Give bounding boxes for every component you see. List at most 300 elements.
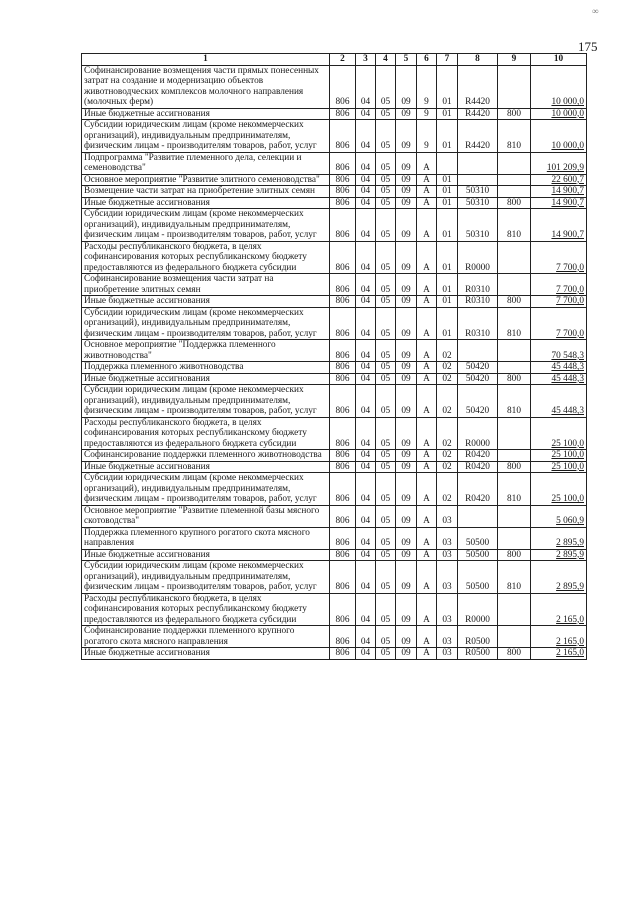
row-name: Основное мероприятие "Поддержка племенного животноводства"	[82, 340, 330, 362]
row-name: Иные бюджетные ассигнования	[82, 296, 330, 308]
table-row	[82, 648, 587, 660]
amount-value: 2 165,0	[556, 614, 584, 625]
code-expense-type	[498, 152, 531, 174]
table-row	[82, 505, 587, 527]
code-subprogram: А	[417, 362, 437, 374]
code-expense-type	[498, 626, 531, 648]
table-row	[82, 473, 587, 506]
row-name: Софинансирование поддержки племенного животноводства	[82, 450, 330, 462]
amount-value: 7 700,0	[556, 328, 584, 339]
amount-value: 101 209,9	[546, 163, 584, 173]
code-measure: 03	[437, 648, 458, 660]
code-measure	[437, 152, 458, 174]
code-program: 09	[396, 174, 417, 186]
header-row	[82, 54, 587, 66]
code-section: 04	[356, 505, 376, 527]
amount	[531, 340, 587, 362]
table-row	[82, 65, 587, 108]
code-section: 04	[356, 65, 376, 108]
code-direction: R4420	[458, 120, 498, 153]
code-subprogram: А	[417, 274, 437, 296]
amount-value: 7 700,0	[556, 262, 584, 273]
row-name: Поддержка племенного животноводства	[82, 362, 330, 374]
budget-table	[81, 53, 587, 660]
corner-mark: ∞	[592, 6, 599, 16]
code-admin: 806	[330, 274, 356, 296]
code-subsection: 05	[376, 120, 396, 153]
row-name: Субсидии юридическим лицам (кроме некоммерческих организаций), индивидуальным предпринимателям, физическим лицам - производителям товаров, работ, услуг	[82, 120, 330, 153]
code-expense-type	[498, 527, 531, 549]
code-admin: 806	[330, 373, 356, 385]
code-program: 09	[396, 417, 417, 450]
code-subprogram: А	[417, 461, 437, 473]
code-direction: R0000	[458, 417, 498, 450]
code-subprogram: А	[417, 648, 437, 660]
amount	[531, 450, 587, 462]
row-name: Возмещение части затрат на приобретение элитных семян	[82, 186, 330, 198]
code-subprogram: 9	[417, 65, 437, 108]
code-admin: 806	[330, 593, 356, 626]
code-subprogram: А	[417, 209, 437, 242]
code-measure: 01	[437, 274, 458, 296]
code-expense-type	[498, 505, 531, 527]
code-expense-type	[498, 362, 531, 374]
code-admin: 806	[330, 362, 356, 374]
row-name: Поддержка племенного крупного рогатого скота мясного направления	[82, 527, 330, 549]
code-subprogram: А	[417, 385, 437, 418]
row-name: Иные бюджетные ассигнования	[82, 108, 330, 120]
amount-value: 25 100,0	[551, 438, 584, 449]
code-admin: 806	[330, 197, 356, 209]
table-row	[82, 373, 587, 385]
amount-value: 70 548,3	[551, 350, 584, 361]
table-row	[82, 120, 587, 153]
code-section: 04	[356, 373, 376, 385]
header-cell: 5	[396, 54, 417, 66]
amount	[531, 527, 587, 549]
amount-value: 25 100,0	[551, 494, 584, 504]
code-program: 09	[396, 152, 417, 174]
code-admin: 806	[330, 65, 356, 108]
amount-value: 45 448,3	[551, 362, 584, 372]
code-subsection: 05	[376, 274, 396, 296]
code-program: 09	[396, 648, 417, 660]
amount	[531, 296, 587, 308]
table-row	[82, 527, 587, 549]
code-admin: 806	[330, 417, 356, 450]
code-program: 09	[396, 120, 417, 153]
amount-value: 25 100,0	[551, 461, 584, 472]
amount	[531, 186, 587, 198]
table-row	[82, 209, 587, 242]
code-expense-type	[498, 274, 531, 296]
row-name: Субсидии юридическим лицам (кроме некоммерческих организаций), индивидуальным предпринимателям, физическим лицам - производителям товаров, работ, услуг	[82, 209, 330, 242]
header-cell: 2	[330, 54, 356, 66]
code-subprogram: А	[417, 241, 437, 274]
code-section: 04	[356, 417, 376, 450]
code-section: 04	[356, 197, 376, 209]
code-subsection: 05	[376, 108, 396, 120]
row-name: Иные бюджетные ассигнования	[82, 197, 330, 209]
code-subprogram: 9	[417, 120, 437, 153]
code-admin: 806	[330, 174, 356, 186]
amount	[531, 152, 587, 174]
code-direction: 50420	[458, 385, 498, 418]
code-direction: R0420	[458, 450, 498, 462]
amount-value: 45 448,3	[551, 406, 584, 416]
code-direction: R0500	[458, 648, 498, 660]
code-direction: 50500	[458, 527, 498, 549]
code-direction: R0500	[458, 626, 498, 648]
row-name: Иные бюджетные ассигнования	[82, 461, 330, 473]
amount-value: 45 448,3	[551, 373, 584, 384]
row-name: Субсидии юридическим лицам (кроме некоммерческих организаций), индивидуальным предпринимателям, физическим лицам - производителям товаров, работ, услуг	[82, 307, 330, 340]
amount	[531, 241, 587, 274]
row-name: Подпрограмма "Развитие племенного дела, селекции и семеноводства"	[82, 152, 330, 174]
table-row	[82, 340, 587, 362]
code-program: 09	[396, 274, 417, 296]
code-program: 09	[396, 561, 417, 594]
row-name: Софинансирование поддержки племенного крупного рогатого скота мясного направления	[82, 626, 330, 648]
code-measure: 01	[437, 307, 458, 340]
code-expense-type: 800	[498, 461, 531, 473]
code-expense-type: 810	[498, 561, 531, 594]
code-expense-type	[498, 186, 531, 198]
code-section: 04	[356, 473, 376, 506]
code-direction: 50420	[458, 373, 498, 385]
code-expense-type	[498, 65, 531, 108]
code-measure: 01	[437, 241, 458, 274]
code-expense-type: 810	[498, 473, 531, 506]
code-measure: 02	[437, 385, 458, 418]
code-program: 09	[396, 65, 417, 108]
code-subsection: 05	[376, 417, 396, 450]
code-admin: 806	[330, 505, 356, 527]
code-program: 09	[396, 549, 417, 561]
code-admin: 806	[330, 648, 356, 660]
code-expense-type: 810	[498, 209, 531, 242]
code-direction: 50310	[458, 209, 498, 242]
amount-value: 5 060,9	[556, 516, 584, 526]
header-cell: 3	[356, 54, 376, 66]
code-expense-type	[498, 593, 531, 626]
amount-value: 2 895,9	[556, 538, 584, 548]
code-program: 09	[396, 108, 417, 120]
code-expense-type: 810	[498, 307, 531, 340]
code-section: 04	[356, 450, 376, 462]
code-subsection: 05	[376, 296, 396, 308]
code-admin: 806	[330, 120, 356, 153]
table-row	[82, 241, 587, 274]
code-section: 04	[356, 385, 376, 418]
code-admin: 806	[330, 108, 356, 120]
code-expense-type	[498, 450, 531, 462]
code-expense-type	[498, 241, 531, 274]
code-admin: 806	[330, 152, 356, 174]
code-section: 04	[356, 108, 376, 120]
table-row	[82, 307, 587, 340]
row-name: Иные бюджетные ассигнования	[82, 648, 330, 660]
code-measure: 02	[437, 340, 458, 362]
row-name: Субсидии юридическим лицам (кроме некоммерческих организаций), индивидуальным предпринимателям, физическим лицам - производителям товаров, работ, услуг	[82, 473, 330, 506]
row-name: Иные бюджетные ассигнования	[82, 373, 330, 385]
code-subsection: 05	[376, 362, 396, 374]
code-section: 04	[356, 274, 376, 296]
code-section: 04	[356, 174, 376, 186]
code-direction: 50500	[458, 549, 498, 561]
code-subprogram: А	[417, 152, 437, 174]
code-section: 04	[356, 152, 376, 174]
code-measure: 02	[437, 461, 458, 473]
header-cell: 4	[376, 54, 396, 66]
code-direction: R4420	[458, 65, 498, 108]
code-section: 04	[356, 549, 376, 561]
code-measure: 03	[437, 593, 458, 626]
code-admin: 806	[330, 209, 356, 242]
code-program: 09	[396, 241, 417, 274]
code-section: 04	[356, 648, 376, 660]
table-row	[82, 197, 587, 209]
code-section: 04	[356, 461, 376, 473]
code-direction	[458, 152, 498, 174]
code-admin: 806	[330, 186, 356, 198]
code-subsection: 05	[376, 648, 396, 660]
code-subsection: 05	[376, 626, 396, 648]
code-admin: 806	[330, 450, 356, 462]
row-name: Иные бюджетные ассигнования	[82, 549, 330, 561]
code-program: 09	[396, 473, 417, 506]
row-name: Основное мероприятие "Развитие элитного семеноводства"	[82, 174, 330, 186]
code-subsection: 05	[376, 65, 396, 108]
table-row	[82, 362, 587, 374]
amount-value: 25 100,0	[551, 450, 584, 460]
code-section: 04	[356, 307, 376, 340]
code-measure: 01	[437, 186, 458, 198]
row-name: Софинансирование возмещения части прямых понесенных затрат на создание и модернизацию объектов животноводческих комплексов молочного направления (молочных ферм)	[82, 65, 330, 108]
amount	[531, 197, 587, 209]
code-subprogram: А	[417, 473, 437, 506]
code-subsection: 05	[376, 385, 396, 418]
code-expense-type: 810	[498, 120, 531, 153]
code-direction: 50310	[458, 186, 498, 198]
amount	[531, 209, 587, 242]
amount	[531, 307, 587, 340]
code-expense-type: 810	[498, 385, 531, 418]
amount-value: 2 165,0	[556, 636, 584, 647]
code-program: 09	[396, 209, 417, 242]
code-subprogram: А	[417, 373, 437, 385]
code-subsection: 05	[376, 241, 396, 274]
code-subprogram: А	[417, 174, 437, 186]
amount	[531, 65, 587, 108]
table-row	[82, 174, 587, 186]
amount	[531, 362, 587, 374]
row-name: Расходы республиканского бюджета, в целях софинансирования которых республиканскому бюджету предоставляются из федерального бюджета субсидии	[82, 417, 330, 450]
row-name: Основное мероприятие "Развитие племенной базы мясного скотоводства"	[82, 505, 330, 527]
code-measure: 02	[437, 417, 458, 450]
code-measure: 02	[437, 450, 458, 462]
code-subprogram: А	[417, 417, 437, 450]
table-row	[82, 108, 587, 120]
amount-value: 10 000,0	[551, 141, 584, 151]
code-subsection: 05	[376, 450, 396, 462]
table-row	[82, 450, 587, 462]
code-expense-type	[498, 340, 531, 362]
code-admin: 806	[330, 307, 356, 340]
amount	[531, 108, 587, 120]
amount-value: 14 900,7	[551, 230, 584, 240]
code-subsection: 05	[376, 307, 396, 340]
code-program: 09	[396, 362, 417, 374]
code-section: 04	[356, 120, 376, 153]
table-row	[82, 152, 587, 174]
page-number: 175	[578, 39, 598, 54]
table-row	[82, 626, 587, 648]
code-subsection: 05	[376, 186, 396, 198]
code-program: 09	[396, 296, 417, 308]
code-measure: 01	[437, 209, 458, 242]
code-measure: 02	[437, 373, 458, 385]
amount	[531, 549, 587, 561]
code-measure: 01	[437, 108, 458, 120]
header-cell: 9	[498, 54, 531, 66]
code-measure: 03	[437, 561, 458, 594]
code-measure: 02	[437, 473, 458, 506]
code-subsection: 05	[376, 209, 396, 242]
code-measure: 03	[437, 549, 458, 561]
code-program: 09	[396, 505, 417, 527]
amount-value: 2 895,9	[556, 582, 584, 592]
code-subsection: 05	[376, 152, 396, 174]
header-cell: 10	[531, 54, 587, 66]
code-direction: R0000	[458, 593, 498, 626]
code-measure: 03	[437, 505, 458, 527]
amount-value: 7 700,0	[556, 284, 584, 295]
code-program: 09	[396, 385, 417, 418]
code-section: 04	[356, 209, 376, 242]
code-section: 04	[356, 362, 376, 374]
code-direction: 50500	[458, 561, 498, 594]
amount	[531, 373, 587, 385]
code-measure: 02	[437, 362, 458, 374]
code-subsection: 05	[376, 593, 396, 626]
table-row	[82, 593, 587, 626]
code-subsection: 05	[376, 549, 396, 561]
amount	[531, 473, 587, 506]
amount-value: 10 000,0	[551, 108, 584, 119]
amount-value: 14 900,7	[551, 197, 584, 208]
code-program: 09	[396, 593, 417, 626]
code-admin: 806	[330, 385, 356, 418]
code-program: 09	[396, 527, 417, 549]
code-direction: R0310	[458, 296, 498, 308]
row-name: Расходы республиканского бюджета, в целях софинансирования которых республиканскому бюджету предоставляются из федерального бюджета субсидии	[82, 593, 330, 626]
code-program: 09	[396, 340, 417, 362]
code-program: 09	[396, 461, 417, 473]
code-subprogram: А	[417, 307, 437, 340]
header-cell: 1	[82, 54, 330, 66]
code-admin: 806	[330, 626, 356, 648]
code-subprogram: А	[417, 186, 437, 198]
code-subprogram: А	[417, 626, 437, 648]
code-measure: 03	[437, 626, 458, 648]
code-section: 04	[356, 593, 376, 626]
table-row	[82, 385, 587, 418]
code-subprogram: А	[417, 340, 437, 362]
code-direction: R4420	[458, 108, 498, 120]
amount	[531, 626, 587, 648]
row-name: Софинансирование возмещения части затрат на приобретение элитных семян	[82, 274, 330, 296]
code-direction: R0000	[458, 241, 498, 274]
code-direction	[458, 340, 498, 362]
code-expense-type: 800	[498, 108, 531, 120]
table-row	[82, 186, 587, 198]
code-subsection: 05	[376, 340, 396, 362]
code-subsection: 05	[376, 505, 396, 527]
code-subsection: 05	[376, 561, 396, 594]
code-admin: 806	[330, 561, 356, 594]
code-admin: 806	[330, 340, 356, 362]
table-row	[82, 549, 587, 561]
code-direction: R0420	[458, 461, 498, 473]
amount	[531, 174, 587, 186]
code-direction: R0420	[458, 473, 498, 506]
amount	[531, 505, 587, 527]
header-cell: 8	[458, 54, 498, 66]
code-subprogram: А	[417, 593, 437, 626]
code-measure: 01	[437, 197, 458, 209]
code-subsection: 05	[376, 527, 396, 549]
row-name: Расходы республиканского бюджета, в целях софинансирования которых республиканскому бюджету предоставляются из федерального бюджета субсидии	[82, 241, 330, 274]
code-measure: 01	[437, 174, 458, 186]
amount-value: 7 700,0	[556, 296, 584, 306]
code-expense-type	[498, 174, 531, 186]
row-name: Субсидии юридическим лицам (кроме некоммерческих организаций), индивидуальным предпринимателям, физическим лицам - производителям товаров, работ, услуг	[82, 561, 330, 594]
code-direction: 50310	[458, 197, 498, 209]
code-section: 04	[356, 296, 376, 308]
row-name: Субсидии юридическим лицам (кроме некоммерческих организаций), индивидуальным предпринимателям, физическим лицам - производителям товаров, работ, услуг	[82, 385, 330, 418]
code-subsection: 05	[376, 461, 396, 473]
code-expense-type: 800	[498, 373, 531, 385]
code-direction	[458, 174, 498, 186]
code-section: 04	[356, 527, 376, 549]
table-row	[82, 461, 587, 473]
code-subprogram: А	[417, 549, 437, 561]
code-expense-type: 800	[498, 296, 531, 308]
code-direction: R0310	[458, 274, 498, 296]
code-subsection: 05	[376, 373, 396, 385]
code-expense-type	[498, 417, 531, 450]
code-section: 04	[356, 561, 376, 594]
code-admin: 806	[330, 527, 356, 549]
code-admin: 806	[330, 296, 356, 308]
code-subsection: 05	[376, 197, 396, 209]
amount	[531, 385, 587, 418]
code-measure: 01	[437, 120, 458, 153]
code-program: 09	[396, 186, 417, 198]
amount	[531, 120, 587, 153]
table-row	[82, 561, 587, 594]
code-admin: 806	[330, 549, 356, 561]
code-direction	[458, 505, 498, 527]
amount-value: 2 895,9	[556, 549, 584, 560]
code-program: 09	[396, 373, 417, 385]
amount	[531, 274, 587, 296]
code-expense-type: 800	[498, 648, 531, 660]
code-subsection: 05	[376, 174, 396, 186]
code-admin: 806	[330, 461, 356, 473]
amount	[531, 648, 587, 660]
